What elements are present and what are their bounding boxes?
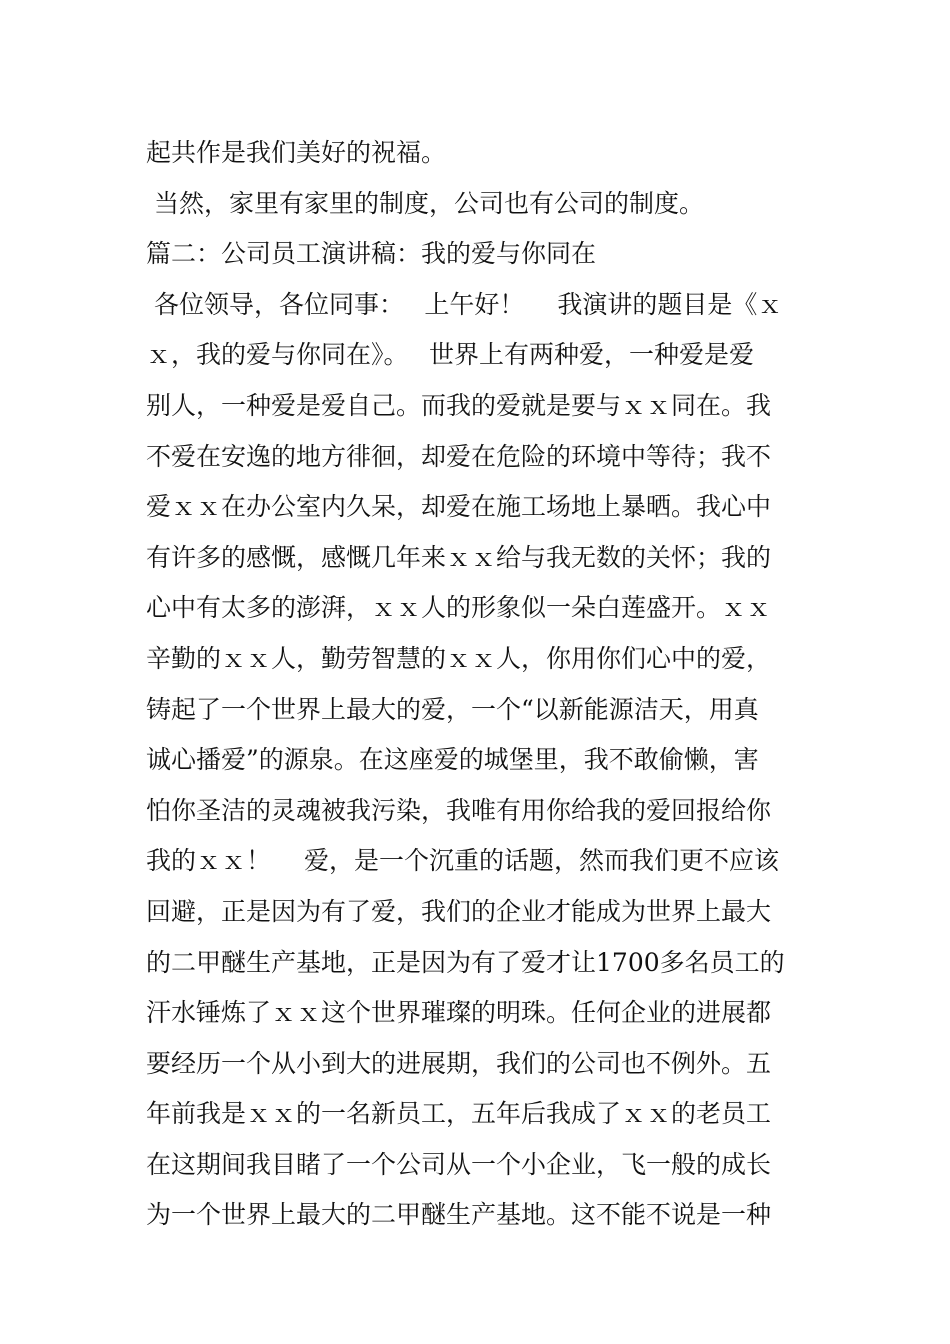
text-line: 汗水锤炼了ｘｘ这个世界璀璨的明珠。任何企业的进展都 — [146, 998, 772, 1028]
section-heading: 篇二：公司员工演讲稿：我的爱与你同在 — [146, 239, 597, 269]
text-line: 在这期间我目睹了一个公司从一个小企业，飞一般的成长 — [146, 1149, 772, 1179]
text-line: 怕你圣洁的灵魂被我污染，我唯有用你给我的爱回报给你 — [146, 795, 772, 825]
text-line: ｘ，我的爱与你同在》。 世界上有两种爱，一种爱是爱 — [146, 340, 754, 370]
text-line: 的二甲醚生产基地，正是因为有了爱才让1700多名员工的 — [146, 947, 785, 977]
text-line: 有许多的感慨，感慨几年来ｘｘ给与我无数的关怀；我的 — [146, 542, 772, 572]
text-line: 年前我是ｘｘ的一名新员工，五年后我成了ｘｘ的老员工 — [146, 1099, 772, 1129]
text-line: 不爱在安逸的地方徘徊，却爱在危险的环境中等待；我不 — [146, 441, 772, 471]
text-line: 辛勤的ｘｘ人，勤劳智慧的ｘｘ人，你用你们心中的爱， — [146, 643, 772, 673]
text-line: 我的ｘｘ！ 爱，是一个沉重的话题，然而我们更不应该 — [146, 846, 779, 876]
body-text — [146, 128, 814, 1241]
text-line: 心中有太多的澎湃，ｘｘ人的形象似一朵白莲盛开。ｘｘ — [146, 593, 772, 623]
text-line: 当然，家里有家里的制度，公司也有公司的制度。 — [146, 188, 704, 218]
text-line: 回避，正是因为有了爱，我们的企业才能成为世界上最大 — [146, 896, 772, 926]
text-line: 各位领导，各位同事： 上午好！ 我演讲的题目是《ｘ — [146, 289, 783, 319]
text-line: 铸起了一个世界上最大的爱，一个“以新能源洁天，用真 — [146, 694, 759, 724]
text-line: 要经历一个从小到大的进展期，我们的公司也不例外。五 — [146, 1048, 772, 1078]
text-line: 别人，一种爱是爱自己。而我的爱就是要与ｘｘ同在。我 — [146, 390, 772, 420]
text-line: 爱ｘｘ在办公室内久呆，却爱在施工场地上暴晒。我心中 — [146, 492, 772, 522]
text-line: 起共作是我们美好的祝福。 — [146, 138, 447, 167]
text-line: 为一个世界上最大的二甲醚生产基地。这不能不说是一种 — [146, 1200, 772, 1230]
text-line: 诚心播爱”的源泉。在这座爱的城堡里，我不敢偷懒，害 — [146, 745, 759, 775]
